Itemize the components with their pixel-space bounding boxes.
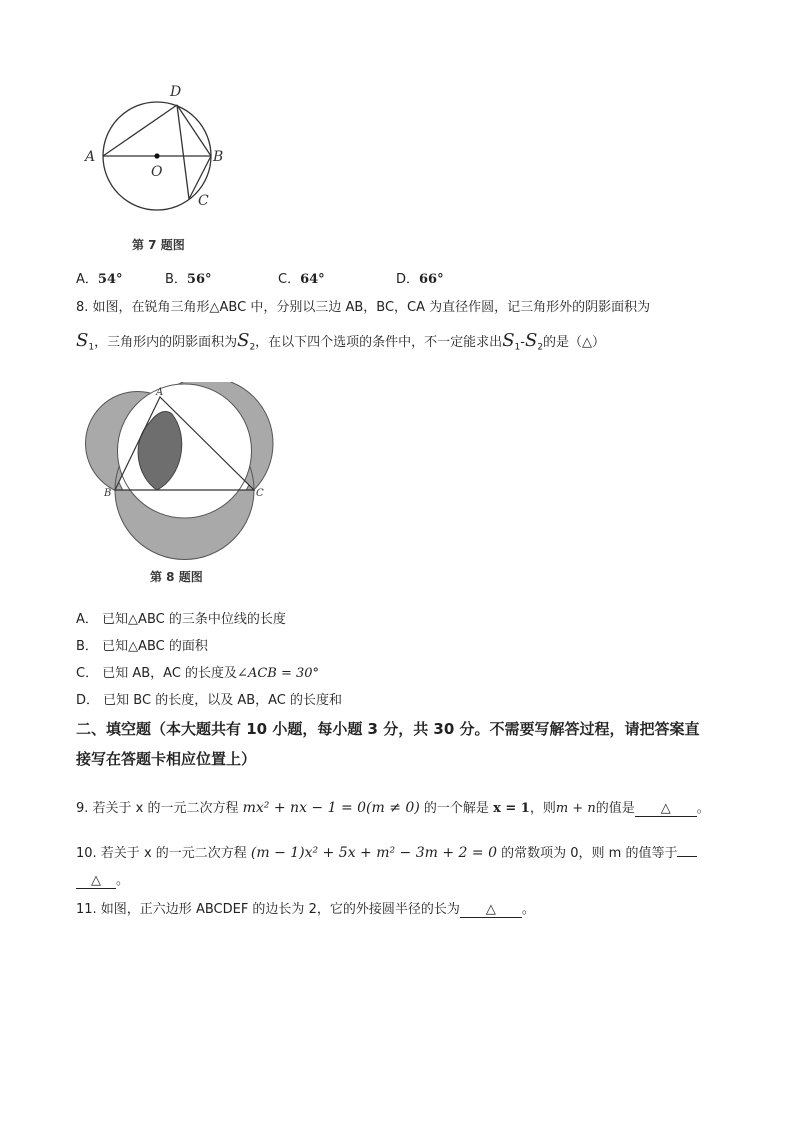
q10-prefix: 10. 若关于 x 的一元二次方程	[76, 846, 247, 861]
q9-answer-blank[interactable]: △	[635, 801, 697, 817]
q7-chord-dc	[177, 105, 189, 199]
q7-chord-ad	[103, 105, 177, 156]
option-letter: B．	[165, 272, 187, 287]
q7-caption: 第 7 题图	[132, 238, 185, 252]
q10-end: 。	[116, 873, 130, 888]
q7-label-o: O	[151, 164, 163, 180]
option-text: 已知 AB，AC 的长度及	[102, 666, 238, 681]
option-letter: D．	[396, 272, 420, 287]
q8-label-b: B	[104, 488, 112, 499]
q9-suffix: ，则	[529, 801, 556, 816]
s1-subscript: 1	[88, 342, 95, 353]
option-value: 66°	[419, 272, 444, 287]
option-value: 54°	[97, 272, 123, 287]
q10-line-2	[76, 869, 129, 889]
option-letter: C．	[76, 666, 99, 681]
option-letter: B．	[76, 639, 98, 654]
q11-answer-blank[interactable]: △	[460, 902, 522, 918]
q8-label-c: C	[256, 488, 264, 499]
q8-option-d	[76, 689, 342, 708]
diff-minus: -	[520, 335, 525, 350]
q10-answer-blank[interactable]: △	[76, 873, 116, 889]
q9-prefix: 9. 若关于 x 的一元二次方程	[76, 801, 239, 816]
s2-symbol: S	[237, 330, 250, 351]
q8-line-2-c: 的是（△）	[543, 335, 606, 350]
option-text: 已知△ABC 的三条中位线的长度	[102, 612, 286, 627]
q8-figure	[82, 382, 278, 566]
q7-option-d	[396, 268, 444, 287]
q8-line-2	[76, 330, 605, 353]
q7-option-c	[278, 268, 325, 287]
q10-equation: (m − 1)x² + 5x + m² − 3m + 2 = 0	[250, 845, 497, 861]
q7-option-a	[76, 268, 123, 287]
diff-s2-symbol: S	[524, 330, 538, 351]
q11-end: 。	[521, 902, 535, 917]
diff-s1-subscript: 1	[514, 342, 521, 353]
q8-option-b	[76, 635, 208, 654]
q8-option-c	[76, 662, 319, 681]
q8-label-a: A	[156, 387, 164, 398]
angle-expression: ∠ACB = 30°	[237, 666, 320, 681]
option-value: 64°	[300, 272, 325, 287]
option-letter: C．	[278, 272, 301, 287]
q9-equation: mx² + nx − 1 = 0(m ≠ 0)	[242, 800, 420, 816]
q7-option-b	[165, 268, 212, 287]
diff-s1-symbol: S	[502, 330, 515, 351]
option-letter: A．	[76, 272, 98, 287]
option-text: 已知△ABC 的面积	[102, 639, 208, 654]
q7-label-b: B	[213, 149, 224, 165]
q9-solution: x = 1	[493, 801, 530, 816]
s2-subscript: 2	[249, 342, 256, 353]
q9-line	[76, 797, 710, 817]
option-letter: D．	[76, 693, 100, 708]
q10-suffix: 的常数项为 0，则 m 的值等于	[501, 846, 678, 861]
q8-caption: 第 8 题图	[150, 570, 203, 584]
q11-text: 11. 如图，正六边形 ABCDEF 的边长为 2，它的外接圆半径的长为	[76, 902, 460, 917]
option-letter: A．	[76, 612, 98, 627]
option-text: 已知 BC 的长度，以及 AB，AC 的长度和	[103, 693, 343, 708]
q8-line-1: 8. 如图，在锐角三角形△ABC 中，分别以三边 AB，BC，CA 为直径作圆，记三角形外的阴影面积为	[76, 300, 651, 315]
q8-option-a	[76, 608, 286, 627]
option-value: 56°	[186, 272, 212, 287]
q7-center-dot	[154, 153, 159, 158]
q7-label-c: C	[198, 193, 209, 209]
q9-tail: 的值是	[595, 801, 635, 816]
q9-middle: 的一个解是	[423, 801, 489, 816]
q7-figure	[80, 78, 240, 218]
section-heading-line-1: 二、填空题（本大题共有 10 小题，每小题 3 分，共 30 分。不需要写解答过程，请把答案直	[76, 720, 700, 738]
q8-line-2-b: ，在以下四个选项的条件中，不一定能求出	[255, 335, 503, 350]
section-heading-line-2: 接写在答题卡相应位置上）	[76, 750, 257, 768]
q10-line-1	[76, 842, 697, 861]
q7-label-d: D	[170, 84, 182, 100]
q11-line	[76, 898, 535, 918]
q10-answer-blank-start[interactable]	[677, 856, 697, 857]
q9-end: 。	[696, 801, 710, 816]
s1-symbol: S	[76, 330, 89, 351]
q8-line-2-a: ，三角形内的阴影面积为	[94, 335, 238, 350]
diff-s2-subscript: 2	[537, 342, 544, 353]
q7-label-a: A	[85, 149, 96, 165]
q9-expression: m + n	[555, 801, 596, 816]
